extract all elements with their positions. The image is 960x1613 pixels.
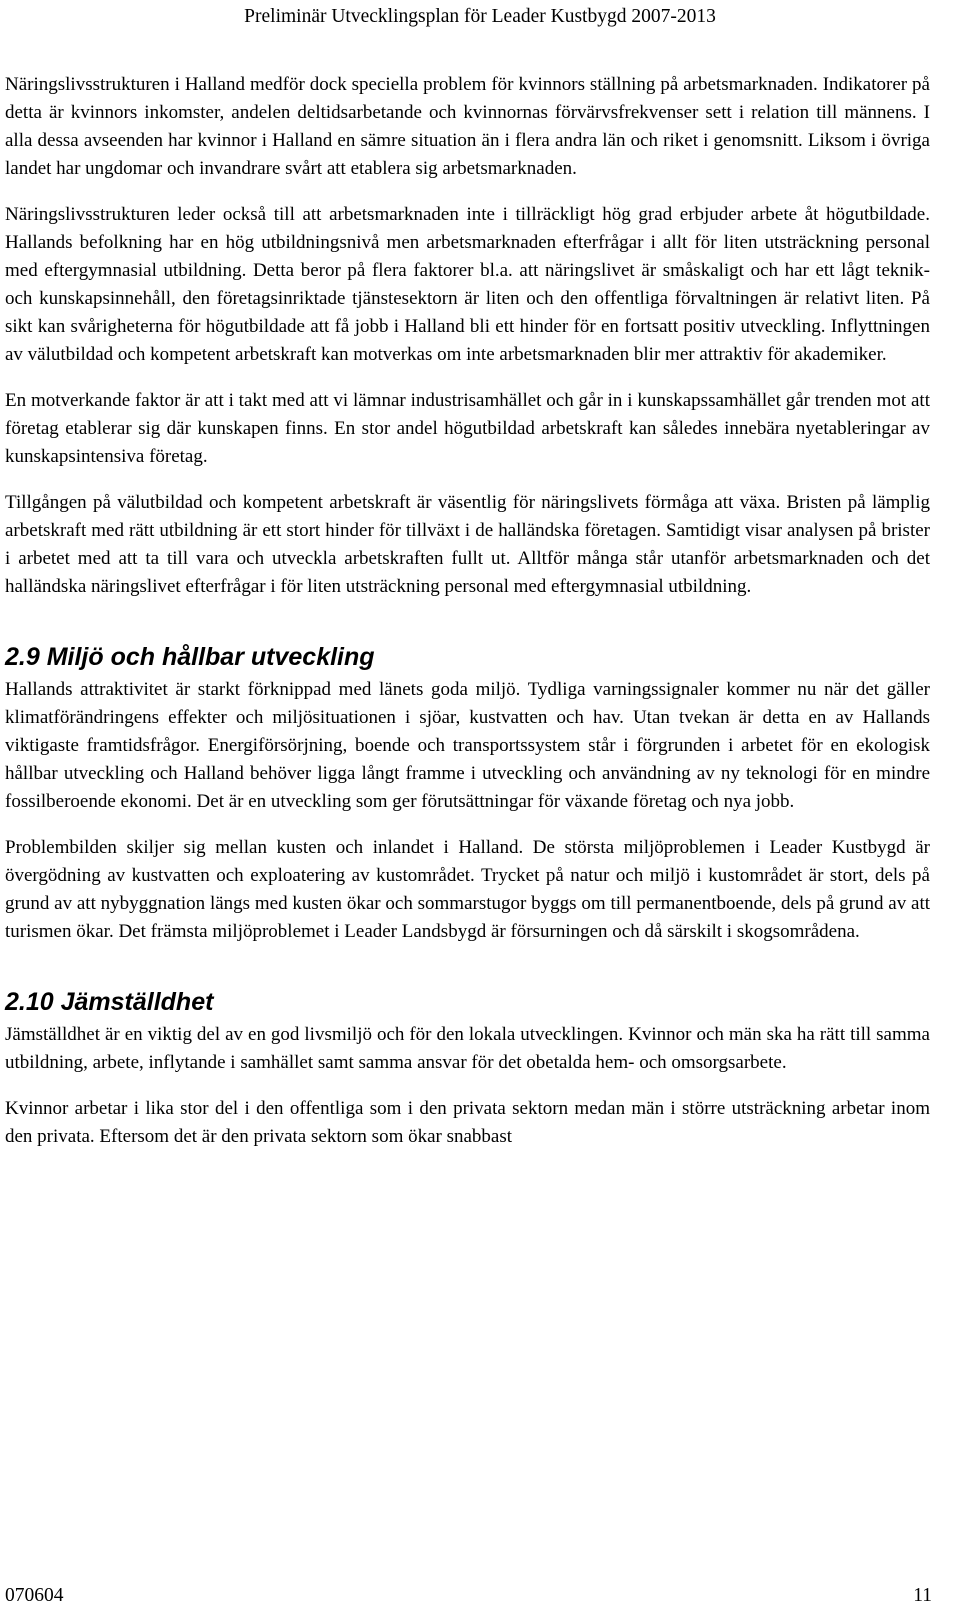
paragraph: Tillgången på välutbildad och kompetent arbetskraft är väsentlig för näringslivets förmåga att växa. Bristen på lämplig arbetskraft med rätt utbildning är ett stort hinder för tillväxt i de halländska företagen. Samtidigt visar analysen på brister i arbetet med att ta till vara och utveckla arbetskraften fullt ut. Alltför många står utanför arbetsmarknaden och det halländska näringslivet efterfrågar i för liten utsträckning personal med eftergymnasial utbildning.: [5, 492, 930, 597]
paragraph: Jämställdhet är en viktig del av en god livsmiljö och för den lokala utvecklingen. Kvinnor och män ska ha rätt till samma utbildning, arbete, inflytande i samhället samt samma ansvar för det obetalda hem- och omsorgsarbete.: [5, 1024, 930, 1073]
paragraph: En motverkande faktor är att i takt med att vi lämnar industrisamhället och går in i kunskapssamhället går trenden mot att företag etablerar sig där kunskapen finns. En stor andel högutbildad arbetskraft kan således innebära nyetableringar av kunskapsintensiva företag.: [5, 390, 930, 467]
page-number: 11: [913, 1585, 932, 1606]
section-heading-2-9: 2.9 Miljö och hållbar utveckling: [5, 643, 375, 671]
paragraph: Näringslivsstrukturen i Halland medför dock speciella problem för kvinnors ställning på arbetsmarknaden. Indikatorer på detta är kvinnors inkomster, andelen deltidsarbetande och kvinnornas förvärvsfrekvenser sett i relation till männens. I alla dessa avseenden har kvinnor i Halland en sämre situation än i flera andra län och riket i genomsnitt. Liksom i övriga landet har ungdomar och invandrare svårt att etablera sig arbetsmarknaden.: [5, 74, 930, 179]
footer-date: 070604: [5, 1585, 64, 1606]
paragraph: Problembilden skiljer sig mellan kusten och inlandet i Halland. De största miljöproblemen i Leader Kustbygd är övergödning av kustvatten och exploatering av kustområdet. Trycket på natur och miljö i kustområdet är stort, dels på grund av att nybyggnation längs med kusten ökar och sommarstugor byggs om till permanentboende, dels på grund av att turismen ökar. Det främsta miljöproblemet i Leader Landsbygd är försurningen och då särskilt i skogsområdena.: [5, 837, 930, 942]
page-header: Preliminär Utvecklingsplan för Leader Kustbygd 2007-2013: [244, 6, 716, 27]
paragraph: Kvinnor arbetar i lika stor del i den offentliga som i den privata sektorn medan män i större utsträckning arbetar inom den privata. Eftersom det är den privata sektorn som ökar snabbast: [5, 1098, 930, 1147]
section-heading-2-10: 2.10 Jämställdhet: [5, 988, 214, 1016]
document-body: [5, 71, 930, 1151]
paragraph: Näringslivsstrukturen leder också till att arbetsmarknaden inte i tillräckligt hög grad erbjuder arbete åt högutbildade. Hallands befolkning har en hög utbildningsnivå men arbetsmarknaden efterfrågar i allt för liten utsträckning personal med eftergymnasial utbildning. Detta beror på flera faktorer bl.a. att näringslivet är småskaligt och har ett lågt teknik- och kunskapsinnehåll, den företagsinriktade tjänstesektorn är liten och den offentliga förvaltningen är relativt liten. På sikt kan svårigheterna för högutbildade att få jobb i Halland bli ett hinder för en fortsatt positiv utveckling. Inflyttningen av välutbildad och kompetent arbetskraft kan motverkas om inte arbetsmarknaden blir mer attraktiv för akademiker.: [5, 204, 930, 365]
paragraph: Hallands attraktivitet är starkt förknippad med länets goda miljö. Tydliga varningssignaler kommer nu när det gäller klimatförändringens effekter och miljösituationen i sjöar, kustvatten och hav. Utan tvekan är detta en av Hallands viktigaste framtidsfrågor. Energiförsörjning, boende och transportssystem står i förgrunden i arbetet för en ekologisk hållbar utveckling och Halland behöver ligga långt framme i utveckling och användning av ny teknologi för en mindre fossilberoende ekonomi. Det är en utveckling som ger förutsättningar för växande företag och nya jobb.: [5, 679, 930, 812]
